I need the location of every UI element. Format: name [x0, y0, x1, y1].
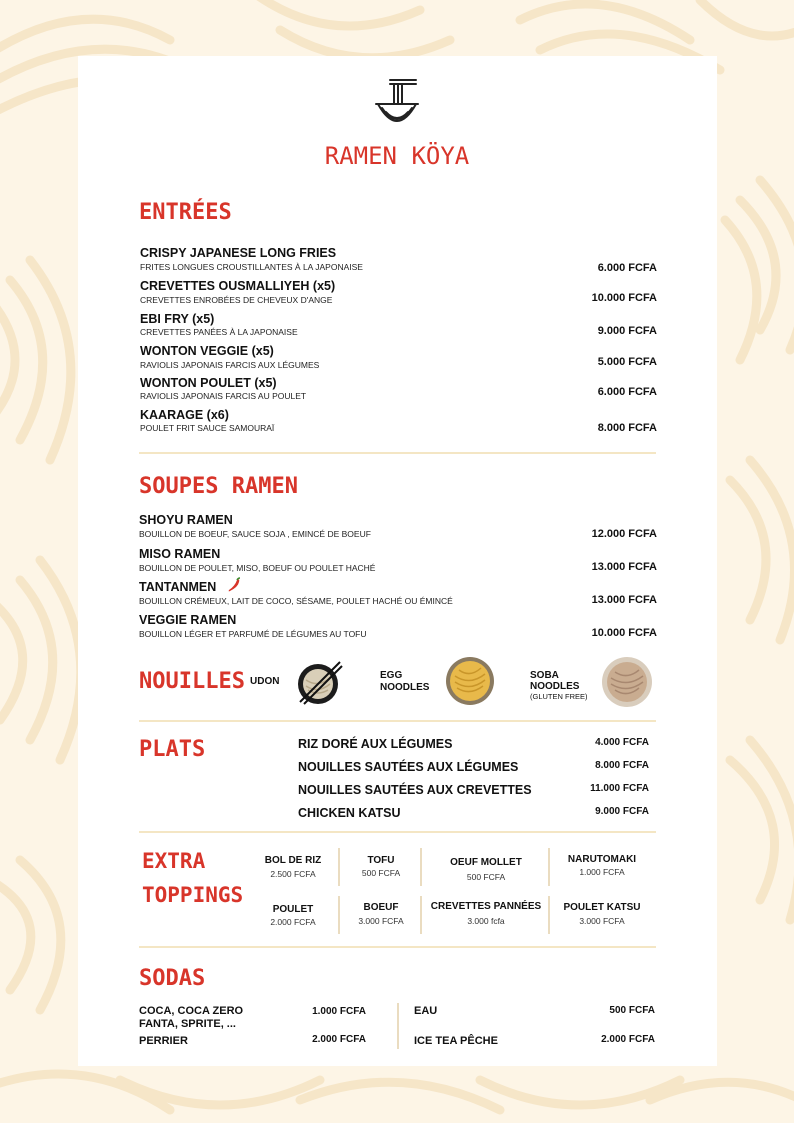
entree-price: 6.000 FCFA [597, 386, 657, 398]
entree-name: WONTON POULET (x5) [140, 376, 277, 390]
section-divider [139, 831, 656, 833]
topping-price: 2.500 FCFA [270, 869, 316, 879]
soup-desc: BOUILLON DE BOEUF, SAUCE SOJA , EMINCÉ DE BOEUF [139, 529, 371, 539]
section-title-toppings-line2: TOPPINGS [142, 883, 244, 907]
soda-divider [397, 1003, 399, 1049]
noodle-option-soba-line2: NOODLES [530, 681, 580, 692]
soup-desc: BOUILLON CRÉMEUX, LAIT DE COCO, SÉSAME, POULET HACHÉ OU ÉMINCÉ [139, 596, 453, 606]
soda-name: COCA, COCA ZERO [139, 1005, 244, 1017]
soda-name: PERRIER [139, 1035, 188, 1047]
plat-name: CHICKEN KATSU [298, 806, 401, 820]
entree-desc: RAVIOLIS JAPONAIS FARCIS AU POULET [140, 391, 307, 401]
section-divider [139, 946, 656, 948]
soda-name: ICE TEA PÊCHE [414, 1035, 498, 1047]
ramen-bowl-logo-icon [372, 78, 422, 128]
soda-name: FANTA, SPRITE, ... [139, 1018, 236, 1030]
entree-name: CRISPY JAPANESE LONG FRIES [140, 246, 337, 260]
entree-desc: RAVIOLIS JAPONAIS FARCIS AUX LÉGUMES [140, 360, 320, 370]
soup-price: 13.000 FCFA [591, 594, 657, 606]
topping-divider [338, 896, 340, 934]
entree-name: EBI FRY (x5) [140, 312, 215, 326]
topping-divider [338, 848, 340, 886]
entree-desc: CREVETTES PANÉES À LA JAPONAISE [140, 327, 298, 337]
topping-name: NARUTOMAKI [567, 854, 637, 865]
section-title-nouilles: NOUILLES [139, 669, 245, 694]
plat-price: 11.000 FCFA [590, 783, 649, 794]
soda-price: 2.000 FCFA [312, 1034, 366, 1045]
soup-name: VEGGIE RAMEN [139, 613, 237, 627]
topping-name: CREVETTES PANNÉES [430, 901, 542, 912]
entree-price: 8.000 FCFA [597, 422, 657, 434]
topping-price: 1.000 FCFA [579, 867, 625, 877]
section-title-sodas: SODAS [139, 966, 206, 991]
entree-desc: POULET FRIT SAUCE SAMOURAÏ [140, 423, 275, 433]
topping-price: 3.000 FCFA [358, 916, 404, 926]
topping-divider [548, 896, 550, 934]
soup-name: MISO RAMEN [139, 547, 221, 561]
entree-name: KAARAGE (x6) [140, 408, 229, 422]
plat-name: NOUILLES SAUTÉES AUX CREVETTES [298, 783, 532, 797]
section-title-soupes: SOUPES RAMEN [139, 474, 298, 499]
topping-name: POULET KATSU [563, 902, 641, 913]
soda-price: 2.000 FCFA [601, 1034, 655, 1045]
plat-name: RIZ DORÉ AUX LÉGUMES [298, 737, 453, 751]
soup-name: SHOYU RAMEN [139, 513, 233, 527]
topping-divider [420, 848, 422, 886]
soup-desc: BOUILLON DE POULET, MISO, BOEUF OU POULET HACHÉ [139, 563, 376, 573]
section-title-plats: PLATS [139, 737, 206, 762]
entree-desc: CREVETTES ENROBÉES DE CHEVEUX D'ANGE [140, 295, 333, 305]
noodle-option-soba-note: (GLUTEN FREE) [530, 692, 588, 701]
entree-name: CREVETTES OUSMALLIYEH (x5) [140, 279, 336, 293]
topping-name: POULET [272, 904, 314, 915]
soup-desc: BOUILLON LÉGER ET PARFUMÉ DE LÉGUMES AU TOFU [139, 629, 367, 639]
topping-name: OEUF MOLLET [450, 857, 522, 868]
topping-price: 500 FCFA [466, 872, 506, 882]
noodle-option-soba-line1: SOBA [530, 670, 559, 681]
egg-noodles-bowl-icon [445, 656, 495, 706]
soup-price: 12.000 FCFA [591, 528, 657, 540]
section-title-toppings-line1: EXTRA [142, 849, 206, 873]
soup-name: TANTANMEN [139, 580, 217, 594]
soda-price: 500 FCFA [609, 1005, 655, 1016]
topping-divider [420, 896, 422, 934]
soba-noodles-bowl-icon [601, 656, 653, 708]
soda-price: 1.000 FCFA [312, 1006, 366, 1017]
plat-price: 4.000 FCFA [595, 737, 649, 748]
soup-price: 13.000 FCFA [591, 561, 657, 573]
udon-bowl-icon [296, 658, 344, 706]
section-title-entrees: ENTRÉES [139, 200, 232, 225]
topping-name: BOEUF [363, 902, 399, 913]
plat-name: NOUILLES SAUTÉES AUX LÉGUMES [298, 760, 519, 774]
entree-desc: FRITES LONGUES CROUSTILLANTES À LA JAPONAISE [140, 262, 363, 272]
entree-price: 10.000 FCFA [591, 292, 657, 304]
entree-price: 9.000 FCFA [597, 325, 657, 337]
brand-name: RAMEN KÖYA [324, 142, 470, 170]
chili-pepper-icon [226, 577, 242, 593]
plat-price: 9.000 FCFA [595, 806, 649, 817]
soup-price: 10.000 FCFA [591, 627, 657, 639]
topping-price: 500 FCFA [361, 868, 401, 878]
topping-price: 2.000 FCFA [270, 917, 316, 927]
soda-name: EAU [414, 1005, 438, 1017]
entree-price: 6.000 FCFA [597, 262, 657, 274]
section-divider [139, 452, 656, 454]
topping-price: 3.000 fcfa [467, 916, 505, 926]
noodle-option-egg-line1: EGG [380, 670, 403, 681]
topping-name: BOL DE RIZ [264, 855, 322, 866]
noodle-option-udon: UDON [250, 676, 280, 687]
topping-divider [548, 848, 550, 886]
topping-name: TOFU [367, 855, 395, 866]
section-divider [139, 720, 656, 722]
noodle-option-egg-line2: NOODLES [380, 682, 430, 693]
plat-price: 8.000 FCFA [595, 760, 649, 771]
entree-price: 5.000 FCFA [597, 356, 657, 368]
topping-price: 3.000 FCFA [579, 916, 625, 926]
entree-name: WONTON VEGGIE (x5) [140, 344, 274, 358]
